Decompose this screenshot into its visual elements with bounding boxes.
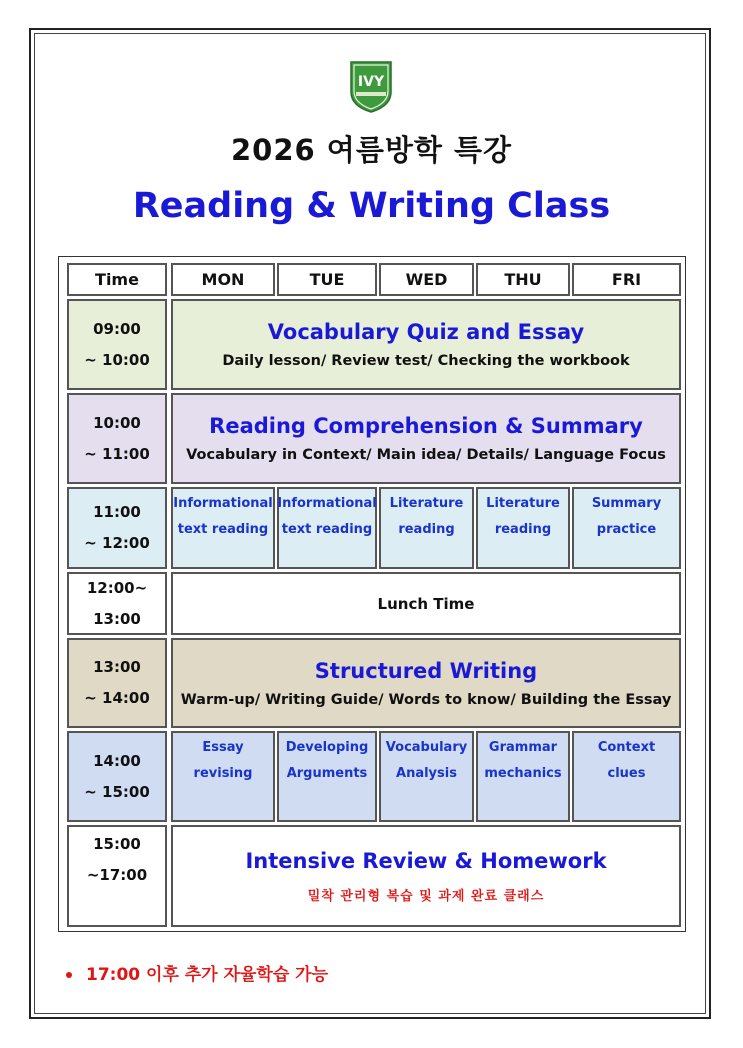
cell-line: practice: [596, 522, 657, 537]
time-cell: [67, 393, 167, 484]
cell-line: Grammar: [488, 740, 558, 755]
header-thu: THU: [476, 263, 570, 296]
cell-wed-1100: [379, 487, 474, 569]
block-subtitle: Vocabulary in Context/ Main idea/ Details/ Language Focus: [186, 447, 666, 463]
block-subtitle-korean: 밀착 관리형 복습 및 과제 완료 클래스: [307, 888, 545, 904]
time-start: 14:00: [93, 751, 141, 770]
cell-thu-1100: [476, 487, 570, 569]
time-cell: [67, 572, 167, 635]
header-fri: FRI: [572, 263, 681, 296]
cell-line: reading: [398, 522, 455, 537]
time-end: 13:00: [93, 609, 141, 628]
block-subtitle: Daily lesson/ Review test/ Checking the workbook: [222, 353, 630, 369]
cell-line: Developing: [285, 740, 369, 755]
cell-line: reading: [494, 522, 552, 537]
cell-line: Informational: [173, 496, 273, 511]
cell-mon-1100: [171, 487, 275, 569]
time-cell: [67, 299, 167, 390]
footnote: [66, 960, 328, 985]
cell-wed-1400: [379, 731, 474, 822]
time-end: ~17:00: [86, 866, 148, 884]
time-end: ~ 15:00: [84, 782, 150, 801]
cell-line: text reading: [281, 522, 373, 537]
time-end: ~ 11:00: [84, 444, 150, 463]
time-start: 12:00~: [86, 578, 148, 597]
footnote-text: 17:00 이후 추가 자율학습 가능: [86, 965, 329, 985]
cell-line: revising: [193, 766, 253, 781]
page-subtitle: 2026 여름방학 특강: [231, 133, 512, 167]
time-end: ~ 14:00: [84, 689, 150, 707]
cell-line: Essay: [202, 740, 244, 755]
block-title: Structured Writing: [314, 658, 538, 683]
cell-line: Vocabulary: [385, 740, 468, 755]
cell-fri-1100: [572, 487, 681, 569]
schedule-table: [58, 256, 686, 932]
cell-line: Literature: [486, 496, 560, 511]
header-time: Time: [67, 263, 167, 296]
time-start: 13:00: [93, 658, 141, 676]
header-wed: WED: [379, 263, 474, 296]
cell-line: Context: [597, 740, 656, 755]
time-end: ~ 10:00: [84, 350, 150, 369]
cell-line: Analysis: [396, 766, 457, 781]
header-mon: MON: [171, 263, 275, 296]
block-intensive-review: [171, 825, 681, 927]
lunch-time-block: Lunch Time: [171, 572, 681, 635]
cell-fri-1400: [572, 731, 681, 822]
cell-line: Arguments: [286, 766, 368, 781]
bullet-icon: [66, 972, 72, 978]
cell-line: Literature: [389, 496, 464, 511]
time-cell: [67, 487, 167, 569]
block-vocabulary-quiz: [171, 299, 681, 390]
block-reading-comprehension: [171, 393, 681, 484]
time-start: 15:00: [93, 835, 141, 853]
header-tue: TUE: [277, 263, 377, 296]
logo-text: IVY: [357, 74, 385, 90]
cell-line: text reading: [177, 522, 269, 537]
cell-tue-1400: [277, 731, 377, 822]
time-start: 10:00: [93, 413, 141, 432]
cell-line: Summary: [591, 496, 662, 511]
time-cell: [67, 825, 167, 927]
time-cell: [67, 731, 167, 822]
cell-line: Informational: [277, 496, 377, 511]
block-title: Vocabulary Quiz and Essay: [267, 320, 585, 344]
block-structured-writing: [171, 638, 681, 728]
cell-mon-1400: [171, 731, 275, 822]
cell-tue-1100: [277, 487, 377, 569]
time-cell: [67, 638, 167, 728]
cell-line: clues: [607, 766, 646, 781]
time-end: ~ 12:00: [84, 534, 150, 552]
cell-thu-1400: [476, 731, 570, 822]
page-title: Reading & Writing Class: [132, 186, 611, 226]
time-start: 09:00: [93, 319, 141, 338]
ivy-shield-logo-icon: [348, 58, 394, 114]
block-subtitle: Warm-up/ Writing Guide/ Words to know/ Building the Essay: [180, 691, 672, 708]
time-start: 11:00: [93, 503, 141, 521]
block-title: Reading Comprehension & Summary: [209, 414, 643, 438]
cell-line: mechanics: [484, 766, 562, 781]
block-title: Intensive Review & Homework: [245, 848, 607, 873]
